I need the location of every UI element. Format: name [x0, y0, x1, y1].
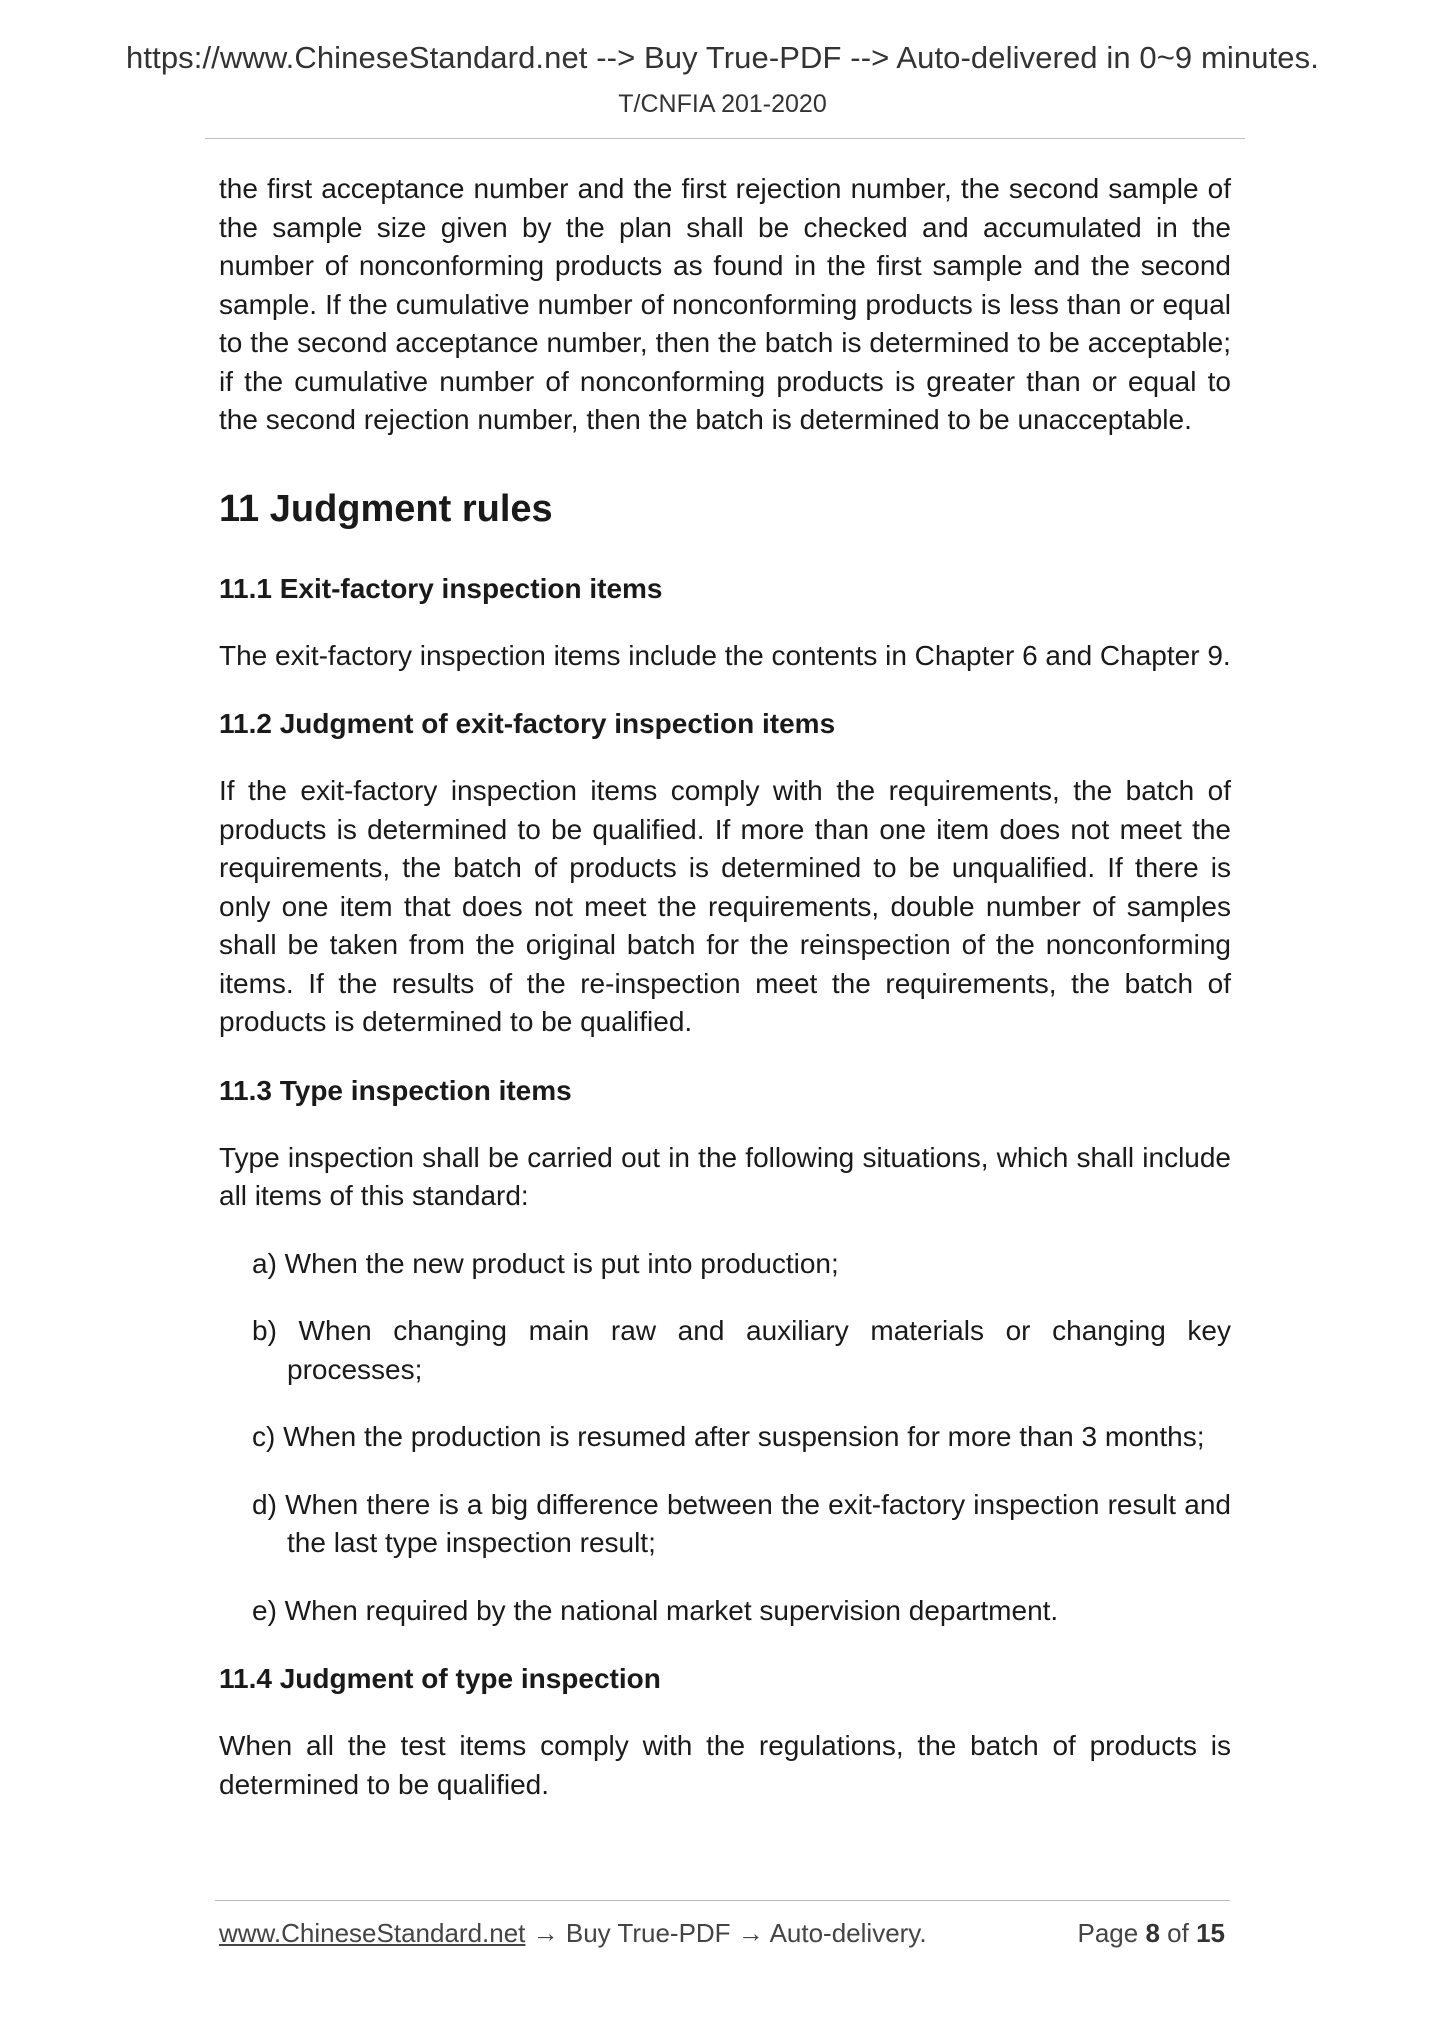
footer-tagline: → Buy True-PDF → Auto-delivery. [525, 1918, 927, 1948]
section-11-1-title: 11.1 Exit-factory inspection items [219, 572, 663, 604]
page-content [219, 170, 1231, 1804]
page-label: Page [1077, 1918, 1139, 1948]
section-11-1-text: The exit-factory inspection items include the contents in Chapter 6 and Chapter 9. [219, 639, 1231, 671]
list-item: b) When changing main raw and auxiliary materials or changing key processes; [252, 1315, 1231, 1385]
list-item: e) When required by the national market supervision department. [252, 1594, 1059, 1626]
chapter-title: 11 Judgment rules [219, 487, 553, 530]
inspection-situations-list [219, 1245, 1231, 1631]
intro-paragraph: the first acceptance number and the first rejection number, the second sample of the sample size given by the plan shall be checked and accumulated in the number of nonconforming products as found in the first sample and the second sample. If the cumulative number of nonconforming products is less than or equal to the second acceptance number, then the batch is determined to be acceptable; if the cumulative number of nonconforming products is greater than or equal to the second rejection number, then the batch is determined to be unacceptable. [219, 173, 1231, 435]
footer-site-link[interactable]: www.ChineseStandard.net [219, 1918, 526, 1948]
section-11-3-title: 11.3 Type inspection items [219, 1074, 572, 1106]
section-11-3-text: Type inspection shall be carried out in the following situations, which shall include all items of this standard: [219, 1141, 1231, 1211]
section-11-2-title: 11.2 Judgment of exit-factory inspection items [219, 708, 836, 739]
top-banner: https://www.ChineseStandard.net --> Buy True-PDF --> Auto-delivered in 0~9 minutes. [126, 40, 1319, 75]
header-divider [205, 138, 1245, 139]
section-11-4-title: 11.4 Judgment of type inspection [219, 1663, 661, 1694]
page-number [1077, 1918, 1225, 1949]
page-footer [219, 1918, 1231, 1949]
page-current: 8 [1145, 1918, 1160, 1948]
list-item: a) When the new product is put into production; [252, 1247, 839, 1279]
page-total: 15 [1196, 1918, 1225, 1948]
section-11-4-text: When all the test items comply with the regulations, the batch of products is determined to be qualified. [219, 1730, 1231, 1800]
list-item: c) When the production is resumed after suspension for more than 3 months; [252, 1421, 1205, 1452]
page-of-label: of [1167, 1918, 1189, 1948]
standard-code: T/CNFIA 201-2020 [618, 90, 827, 118]
footer-divider [215, 1900, 1230, 1901]
list-item: d) When there is a big difference between the exit-factory inspection result and the last type inspection result; [252, 1488, 1231, 1558]
section-11-2-text: If the exit-factory inspection items comply with the requirements, the batch of products is determined to be qualified. If more than one item does not meet the requirements, the batch of products is determined to be unqualified. If there is only one item that does not meet the requirements, double number of samples shall be taken from the original batch for the reinspection of the nonconforming items. If the results of the re-inspection meet the requirements, the batch of products is determined to be qualified. [219, 775, 1231, 1037]
